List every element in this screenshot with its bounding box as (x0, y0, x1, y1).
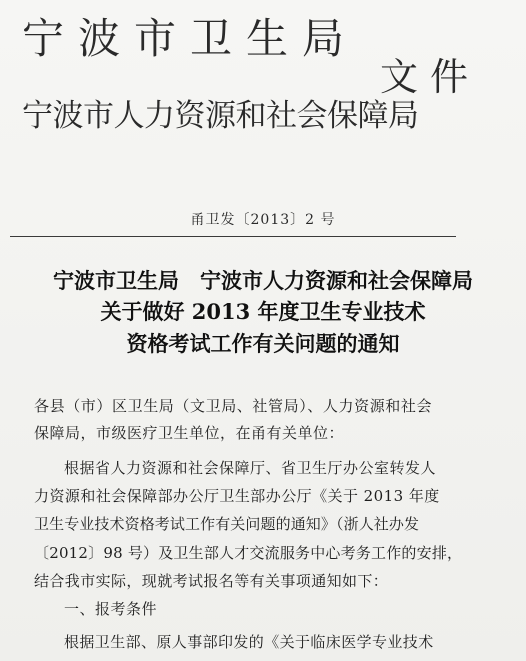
body-line: 根据卫生部、原人事部印发的《关于临床医学专业技术 (64, 633, 434, 651)
document-number: 甬卫发〔2013〕2 号 (190, 212, 336, 228)
body-line: 保障局，市级医疗卫生单位，在甬有关单位： (34, 424, 345, 442)
body-line: 卫生专业技术资格考试工作有关问题的通知》（浙人社办发 (34, 515, 420, 533)
document-type-label: 文件 (380, 55, 481, 99)
issuer-health-bureau: 宁波市卫生局 (22, 14, 359, 63)
notice-title-line-1: 宁波市卫生局 宁波市人力资源和社会保障局 (53, 268, 473, 293)
notice-title-line-2: 关于做好 2013 年度卫生专业技术 (100, 299, 426, 324)
issuer-hr-bureau: 宁波市人力资源和社会保障局 (22, 98, 419, 134)
body-line: 根据省人力资源和社会保障厅、省卫生厅办公室转发人 (64, 459, 437, 477)
header-divider (10, 236, 456, 237)
body-line: 力资源和社会保障部办公厅卫生部办公厅《关于 2013 年度 (34, 487, 440, 505)
body-line: 结合我市实际，现就考试报名等有关事项通知如下： (34, 572, 389, 590)
body-line: 各县（市）区卫生局（文卫局、社管局）、人力资源和社会 (34, 397, 433, 415)
section-heading: 一、报考条件 (64, 600, 158, 618)
body-line: 〔2012〕98 号）及卫生部人才交流服务中心考务工作的安排， (34, 544, 463, 562)
notice-title-line-3: 资格考试工作有关问题的通知 (126, 331, 400, 356)
